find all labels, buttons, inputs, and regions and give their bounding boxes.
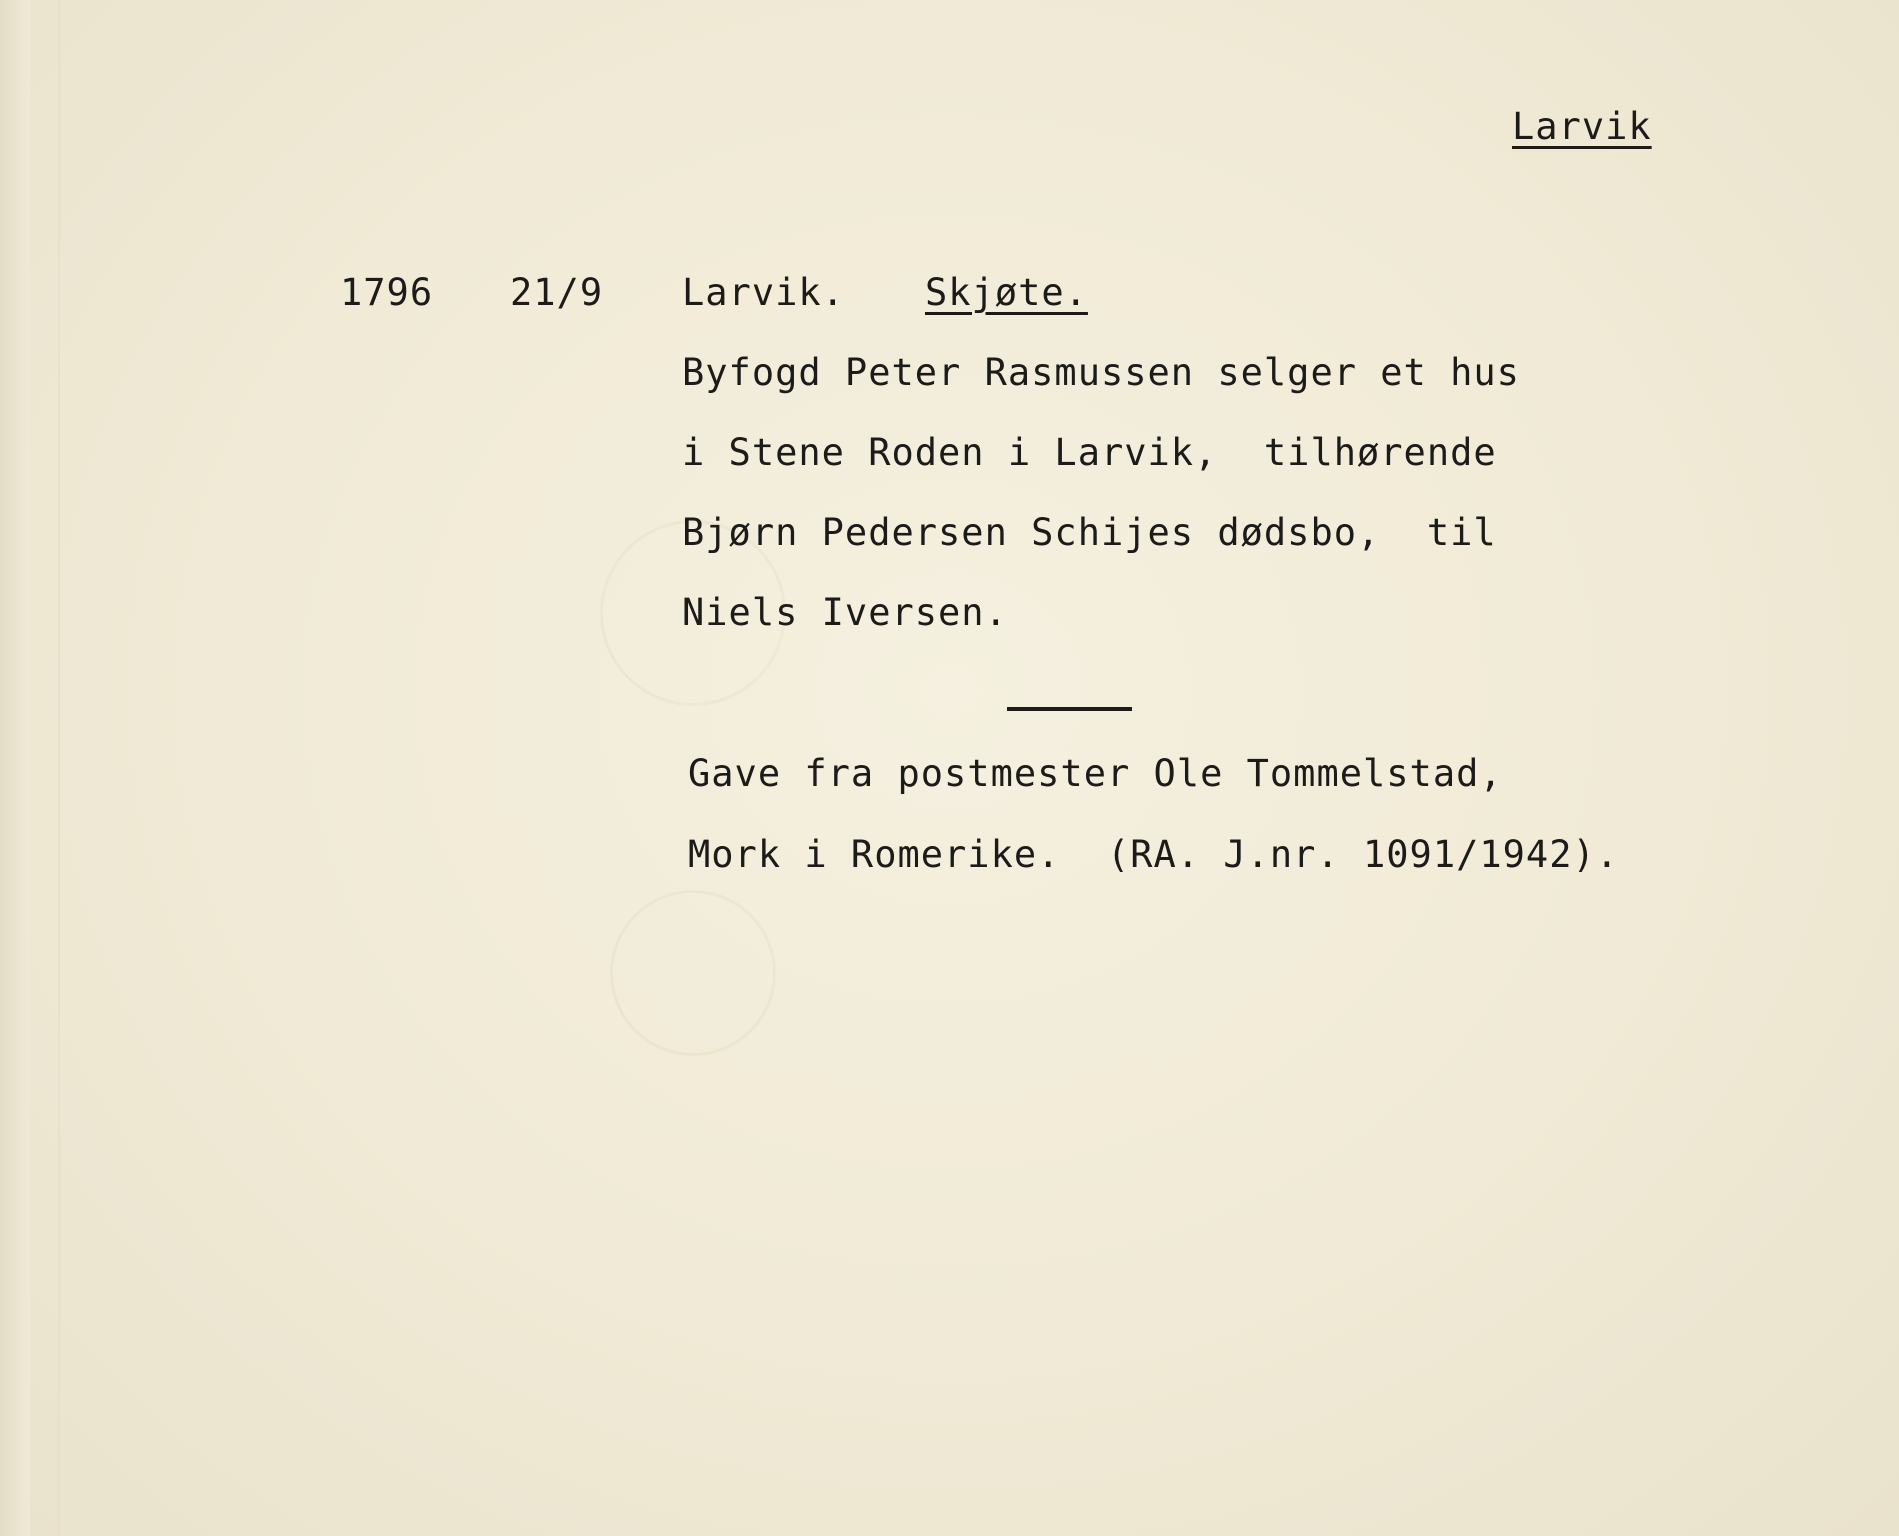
entry-year: 1796 [340,271,434,314]
body-line: Bjørn Pedersen Schijes dødsbo, til [682,511,1497,554]
card-left-edge [0,0,30,1536]
provenance-line: Mork i Romerike. (RA. J.nr. 1091/1942). [688,833,1620,876]
document-type: Skjøte. [925,271,1088,314]
separator-rule [1007,707,1132,711]
body-line: Niels Iversen. [682,591,1008,634]
provenance-line: Gave fra postmester Ole Tommelstad, [688,752,1503,795]
place-heading: Larvik [1512,105,1652,148]
entry-location: Larvik. [682,271,845,314]
body-line: i Stene Roden i Larvik, tilhørende [682,431,1497,474]
entry-date: 21/9 [510,271,604,314]
faint-stamp-mark [610,890,776,1056]
card-edge-line [58,0,60,1536]
body-line: Byfogd Peter Rasmussen selger et hus [682,351,1520,394]
